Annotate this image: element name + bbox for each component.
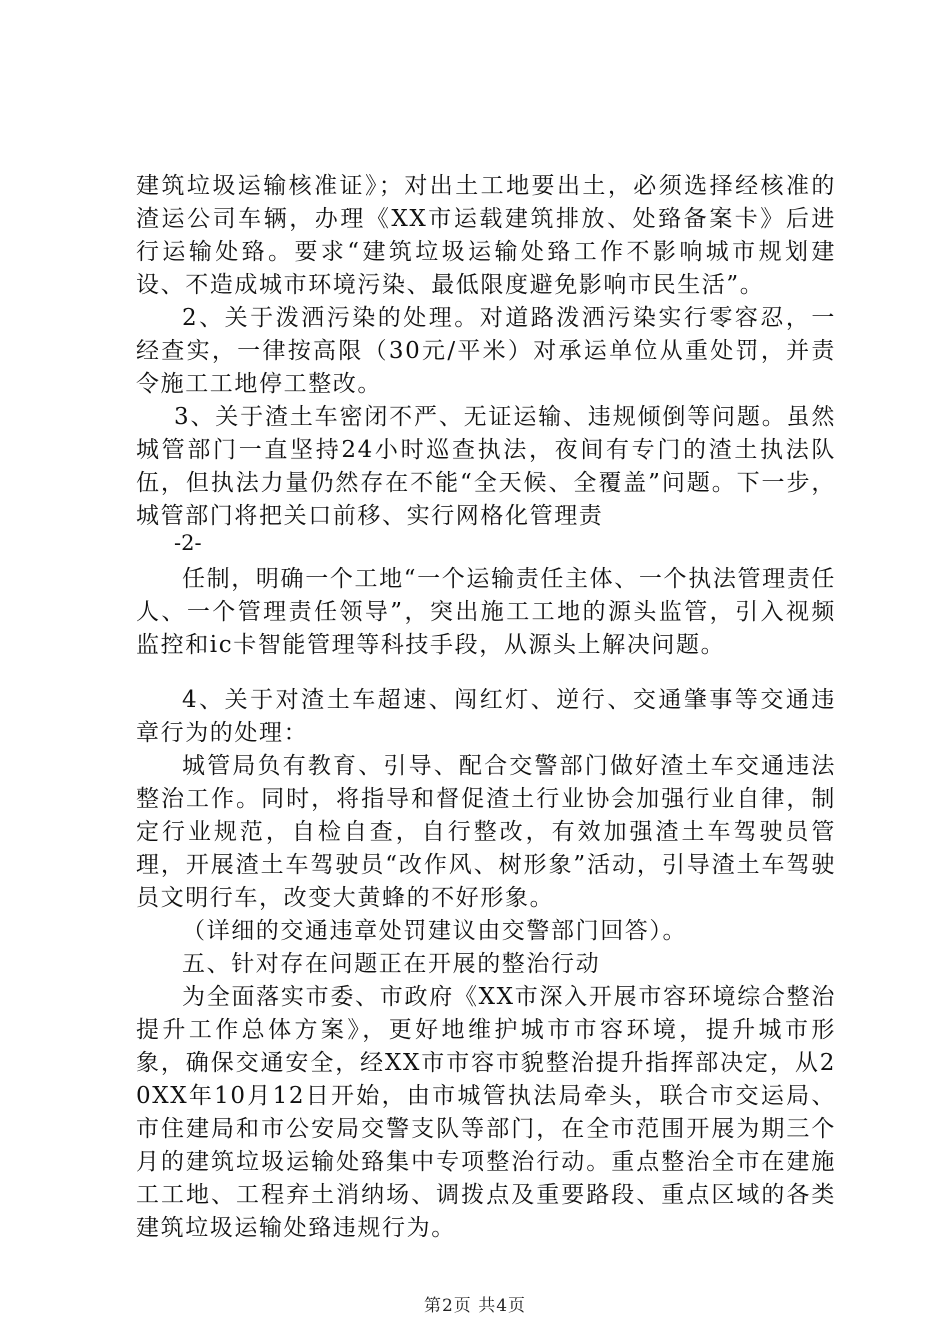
document-body xyxy=(136,170,836,1245)
paragraph-grid-management: 任制，明确一个工地“一个运输责任主体、一个执法管理责任人、一个管理责任领导”，突出施工工地的源头监管，引入视频监控和ic卡智能管理等科技手段，从源头上解决问题。 xyxy=(136,566,836,658)
paragraph-sealing-issues: 3、关于渣土车密闭不严、无证运输、违规倾倒等问题。虽然城管部门一直坚持24小时巡查执法，夜间有专门的渣土执法队伍，但执法力量仍然存在不能“全天候、全覆盖”问题。下一步，城管部门将把关口前移、实行网格化管理责 xyxy=(136,404,836,529)
paragraph-education-guidance: 城管局负有教育、引导、配合交警部门做好渣土车交通违法整治工作。同时，将指导和督促渣土行业协会加强行业自律，制定行业规范，自检自查，自行整改，有效加强渣土车驾驶员管理，开展渣土车驾驶员“改作风、树形象”活动，引导渣土车驾驶员文明行车，改变大黄蜂的不好形象。 xyxy=(136,753,836,911)
paragraph-rectification-action: 为全面落实市委、市政府《XX市深入开展市容环境综合整治提升工作总体方案》，更好地维护城市市容环境，提升城市形象，确保交通安全，经XX市市容市貌整治提升指挥部决定，从20XX年10月12日开始，由市城管执法局牵头，联合市交运局、市住建局和市公安局交警支队等部门，在全市范围开展为期三个月的建筑垃圾运输处臵集中专项整治行动。重点整治全市在建施工工地、工程弃土消纳场、调拨点及重要路段、重点区域的各类建筑垃圾运输处臵违规行为。 xyxy=(136,984,836,1241)
paragraph-disposal-permit: 建筑垃圾运输核准证》；对出土工地要出土，必须选择经核准的渣运公司车辆，办理《XX市运载建筑排放、处臵备案卡》后进行运输处臵。要求“建筑垃圾运输处臵工作不影响城市规划建设、不造成城市环境污染、最低限度避免影响市民生活”。 xyxy=(136,173,836,298)
paragraph-spacer xyxy=(136,662,836,684)
paragraph-spill-pollution: 2、关于泼洒污染的处理。对道路泼洒污染实行零容忍，一经查实，一律按高限（30元/平米）对承运单位从重处罚，并责令施工工地停工整改。 xyxy=(136,305,836,397)
inline-page-number: -2- xyxy=(174,531,202,555)
section-heading-rectification: 五、针对存在问题正在开展的整治行动 xyxy=(182,951,601,977)
paragraph-police-note: （详细的交通违章处罚建议由交警部门回答）。 xyxy=(182,918,688,944)
paragraph-traffic-violations: 4、关于对渣土车超速、闯红灯、逆行、交通肇事等交通违章行为的处理： xyxy=(136,687,836,746)
page-footer: 第2页 共4页 xyxy=(423,1296,527,1316)
